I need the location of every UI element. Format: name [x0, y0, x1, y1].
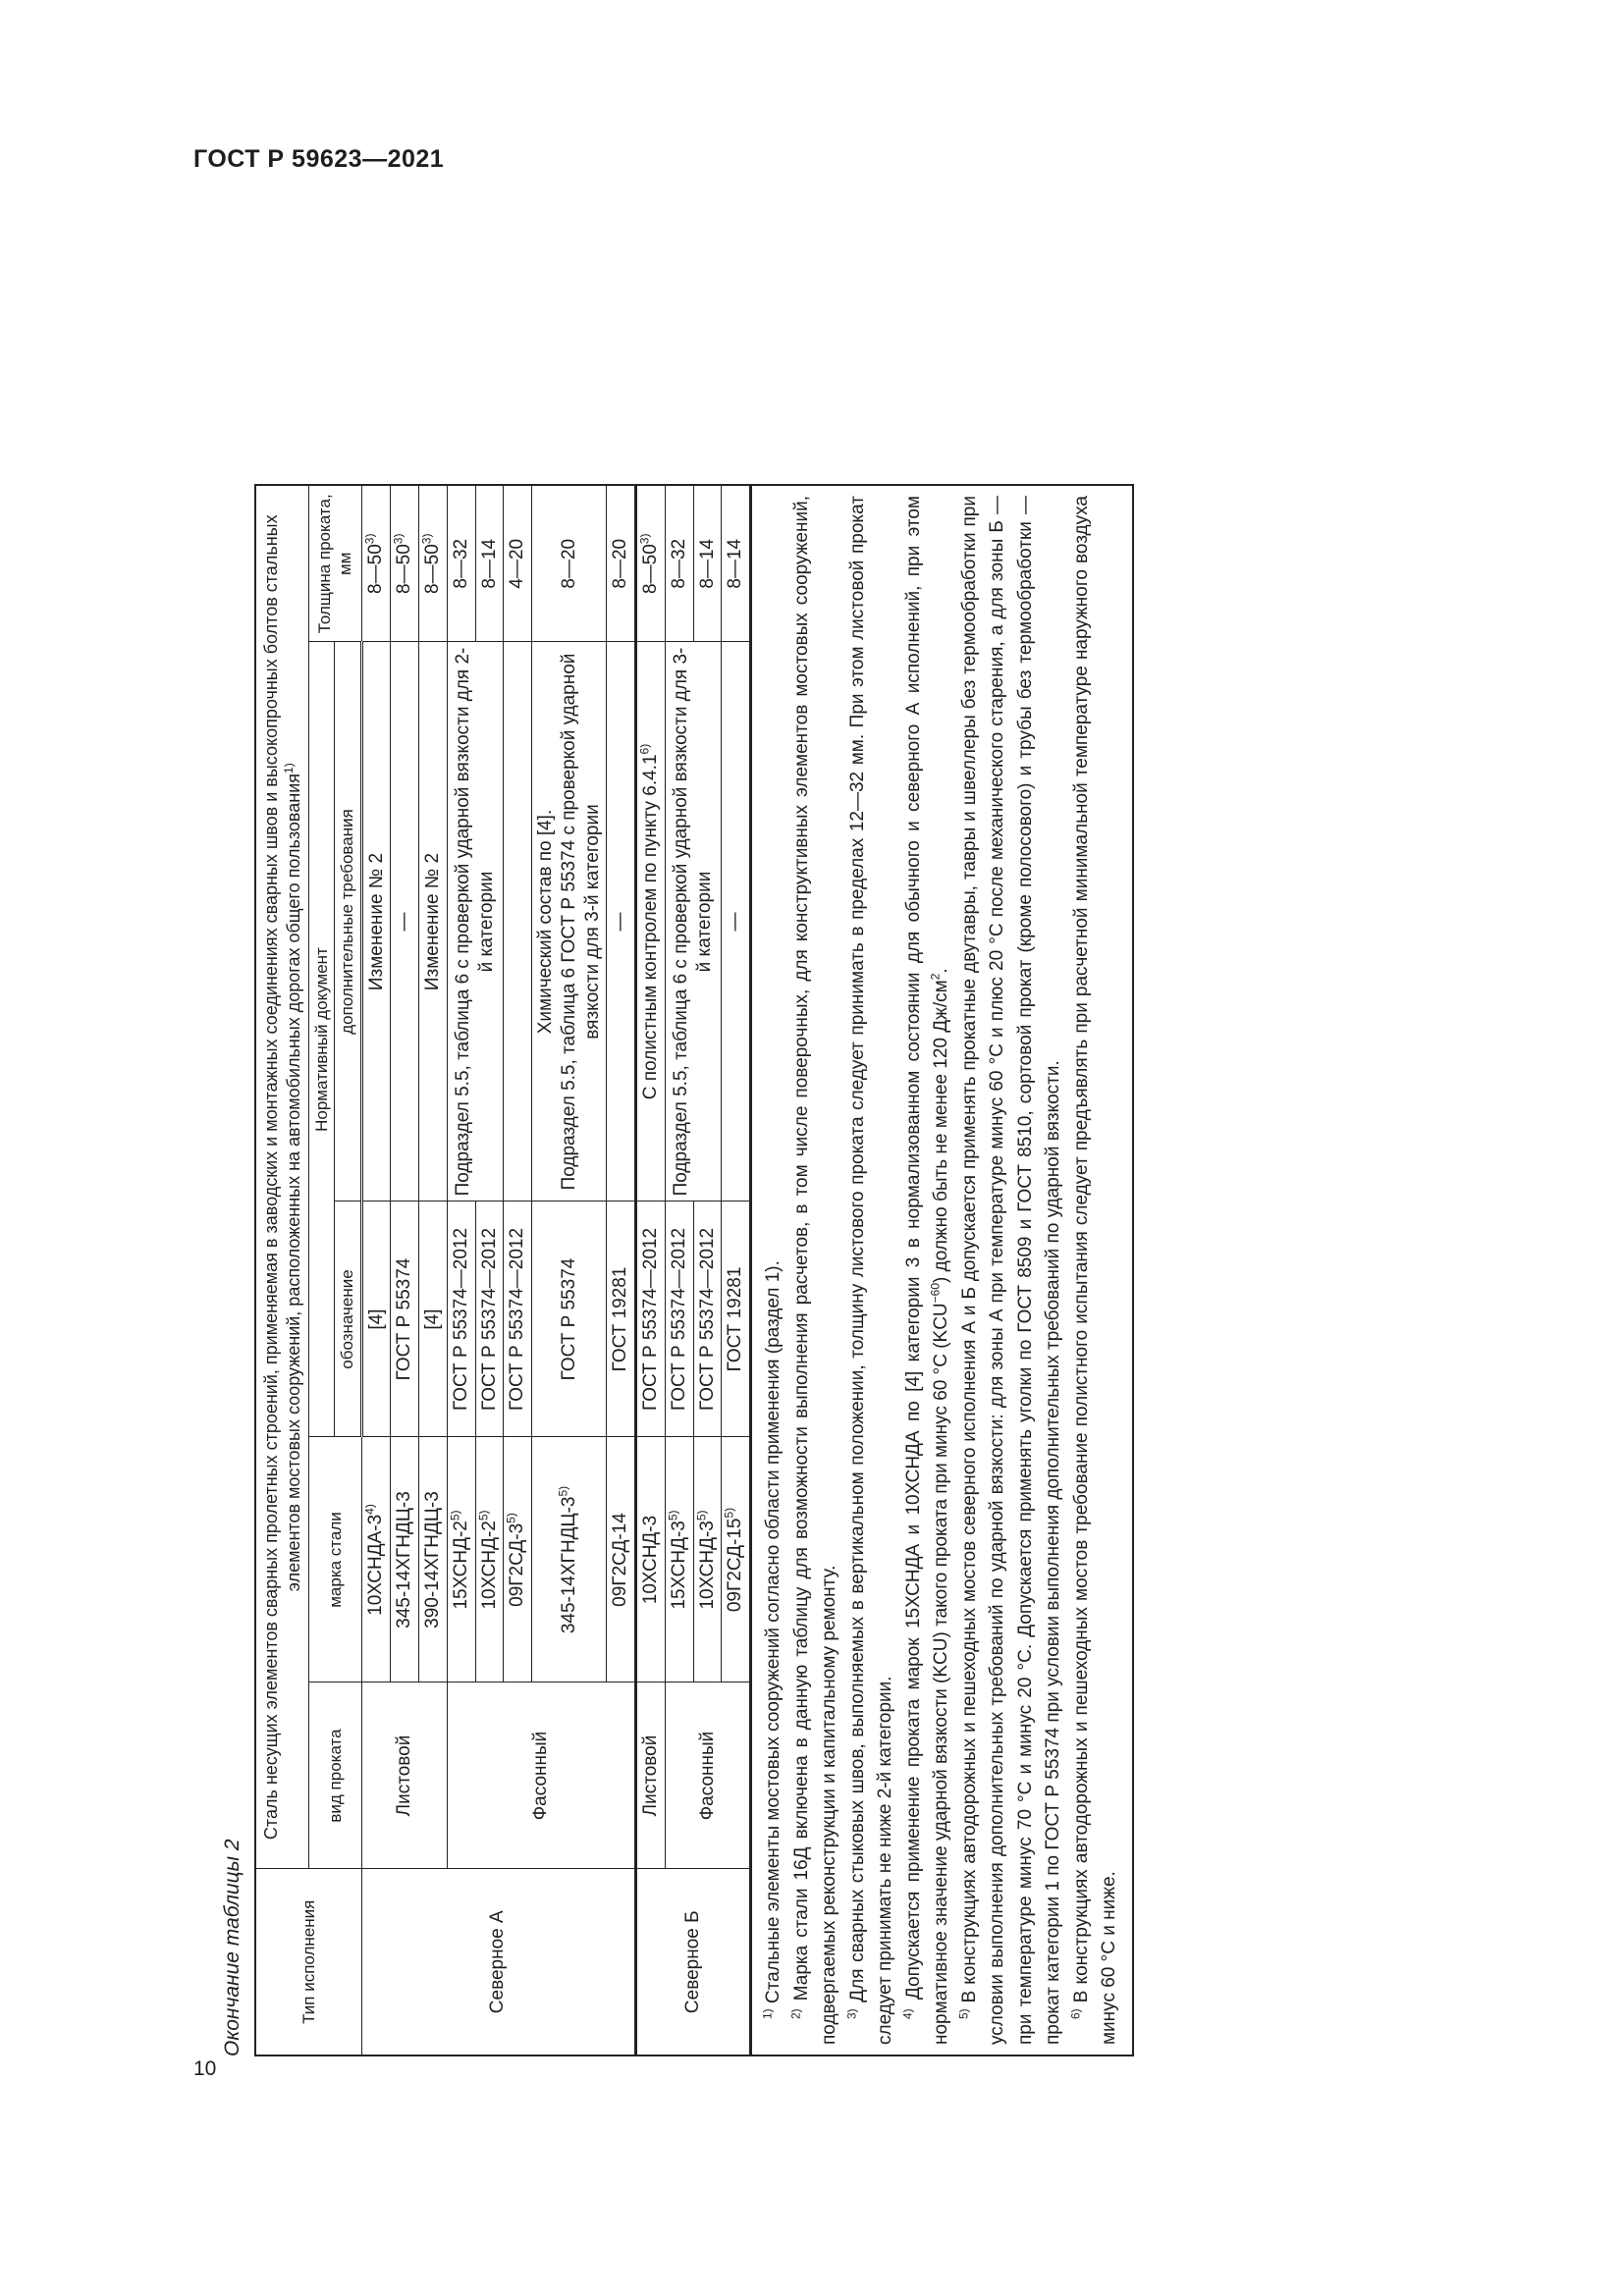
additional-cell: Изменение № 2	[361, 642, 391, 1201]
designation-cell: ГОСТ Р 55374	[391, 1201, 419, 1437]
thickness-cell: 8—50$^{3)}$	[636, 485, 666, 642]
page-number: 10	[193, 2057, 217, 2080]
header-norm-doc: Нормативный документ	[309, 642, 335, 1437]
header-type: Тип исполнения	[255, 1869, 361, 2056]
rolled-shaped: Фасонный	[665, 1682, 750, 1869]
thickness-cell: 8—50$^{3)}$	[361, 485, 391, 642]
additional-cell: Подраздел 5.5, таблица 6 с проверкой ударной вязкости для 2-й категории	[447, 642, 504, 1201]
thickness-cell: 8—14	[475, 485, 504, 642]
designation-cell: ГОСТ 19281	[607, 1201, 636, 1437]
grade-cell: 15ХСНД-3$^{5)}$	[665, 1437, 693, 1682]
rolled-shaped: Фасонный	[447, 1682, 635, 1869]
header-designation: обозначение	[335, 1201, 361, 1437]
thickness-cell: 8—20	[607, 485, 636, 642]
footnote-1: $^{1)}$ Стальные элементы мостовых сооружений согласно области применения (раздел 1).	[760, 1260, 784, 2019]
rotated-table-block	[221, 240, 1438, 2056]
grade-cell: 09Г2СД-14	[607, 1437, 636, 1682]
designation-cell: ГОСТ Р 55374—2012	[475, 1201, 504, 1437]
footnote-4: $^{4)}$ Допускается применение проката марок 15ХСНДА и 10ХСНДА по [4] категории 3 в нормализованном состоянии для обычного и северного А исполнений, при этом нормативное значение ударной вязкости (KCU) такого проката при минус 60 °С $(KCU^{-60})$ должно быть не менее 120 $Дж/см^2$.	[900, 496, 951, 2045]
grade-cell: 10ХСНД-3	[636, 1437, 666, 1682]
group-north-b: Северное Б	[636, 1869, 751, 2056]
header-thickness: Толщина проката, мм	[309, 485, 362, 642]
additional-cell: Химический состав по [4]. Подраздел 5.5, таблица 6 ГОСТ Р 55374 с проверкой ударной вязкости для 3-й категории	[532, 642, 607, 1201]
table-row	[636, 485, 666, 2056]
additional-cell: —	[391, 642, 419, 1201]
additional-cell: Подраздел 5.5, таблица 6 с проверкой ударной вязкости для 3-й категории	[665, 642, 722, 1201]
designation-cell: ГОСТ Р 55374—2012	[504, 1201, 532, 1437]
header-additional: дополнительные требования	[335, 642, 361, 1201]
additional-cell: С полистным контролем по пункту 6.4.1$^{6)}$	[636, 642, 666, 1201]
thickness-cell: 8—14	[722, 485, 751, 642]
grade-cell: 10ХСНД-3$^{5)}$	[693, 1437, 722, 1682]
footnote-6: $^{6)}$ В конструкциях автодорожных и пешеходных мостов требование полистного испытания следует предъявлять при расчетной минимальной температуре наружного воздуха минус 60 °С и ниже.	[1068, 496, 1119, 2045]
designation-cell: ГОСТ Р 55374—2012	[693, 1201, 722, 1437]
thickness-cell: 8—32	[665, 485, 693, 642]
additional-cell	[504, 642, 532, 1201]
designation-cell: [4]	[361, 1201, 391, 1437]
designation-cell: ГОСТ 19281	[722, 1201, 751, 1437]
header-grade: марка стали	[309, 1437, 362, 1682]
designation-cell: ГОСТ Р 55374—2012	[636, 1201, 666, 1437]
designation-cell: ГОСТ Р 55374—2012	[447, 1201, 475, 1437]
table-caption: Окончание таблицы 2	[221, 1839, 244, 2056]
thickness-cell: 8—20	[532, 485, 607, 642]
thickness-cell: 4—20	[504, 485, 532, 642]
rolled-sheet: Листовой	[361, 1682, 447, 1869]
grade-cell: 10ХСНДА-3$^{4)}$	[361, 1437, 391, 1682]
additional-cell: Изменение № 2	[419, 642, 448, 1201]
thickness-cell: 8—32	[447, 485, 475, 642]
table-row	[447, 485, 475, 2056]
table-title: Сталь несущих элементов сварных пролетных строений, применяемая в заводских и монтажных соединениях сварных швов и высокопрочных болтов стальных элементов мостовых сооружений, расположенных на автомобильных дорогах общего пользования$^{1)}$	[255, 485, 309, 1869]
grade-cell: 345-14ХГНДЦ-3$^{5)}$	[532, 1437, 607, 1682]
table-row	[665, 485, 693, 2056]
footnote-5: $^{5)}$ В конструкциях автодорожных и пешеходных мостов северного исполнения А и Б допускается применять прокатные двутавры, тавры и швеллеры без термообработки при условии выполнения дополнительных требований по ударной вязкости: для зоны А при температуре минус 60 °С и плюс 20 °С после механического старения, а для зоны Б — при температуре минус 70 °С и минус 20 °С. Допускается применять уголки по ГОСТ 8509 и ГОСТ 8510, сортовой прокат (кроме полосового) и трубы без термообработки — прокат категории 1 по ГОСТ Р 55374 при условии выполнения дополнительных требований по ударной вязкости.	[956, 496, 1063, 2045]
grade-cell: 10ХСНД-2$^{5)}$	[475, 1437, 504, 1682]
footnotes-row	[751, 485, 1133, 2056]
document-header: ГОСТ Р 59623—2021	[193, 145, 445, 173]
steel-table	[254, 484, 1134, 2056]
grade-cell: 345-14ХГНДЦ-3	[391, 1437, 419, 1682]
footnote-2: $^{2)}$ Марка стали 16Д включена в данную таблицу для возможности выполнения расчетов, в том числе поверочных, для конструктивных элементов мостовых сооружений, подвергаемых реконструкции и капитальному ремонту.	[788, 495, 839, 2045]
table-row	[361, 485, 391, 2056]
grade-cell: 09Г2СД-15$^{5)}$	[722, 1437, 751, 1682]
rolled-sheet: Листовой	[636, 1682, 666, 1869]
group-north-a: Северное А	[361, 1869, 636, 2056]
designation-cell: [4]	[419, 1201, 448, 1437]
grade-cell: 15ХСНД-2$^{5)}$	[447, 1437, 475, 1682]
footnote-3: $^{3)}$ Для сварных стыковых швов, выполняемых в вертикальном положении, толщину листового проката следует принимать в пределах 12—32 мм. При этом листовой прокат следует принимать не ниже 2-й категории.	[844, 496, 895, 2045]
additional-cell: —	[607, 642, 636, 1201]
table-container	[254, 484, 1134, 2056]
thickness-cell: 8—50$^{3)}$	[419, 485, 448, 642]
thickness-cell: 8—50$^{3)}$	[391, 485, 419, 642]
grade-cell: 09Г2СД-3$^{5)}$	[504, 1437, 532, 1682]
thickness-cell: 8—14	[693, 485, 722, 642]
designation-cell: ГОСТ Р 55374—2012	[665, 1201, 693, 1437]
additional-cell: —	[722, 642, 751, 1201]
designation-cell: ГОСТ Р 55374	[532, 1201, 607, 1437]
footnotes	[751, 485, 1133, 2056]
grade-cell: 390-14ХГНДЦ-3	[419, 1437, 448, 1682]
header-rolled: вид проката	[309, 1682, 362, 1869]
